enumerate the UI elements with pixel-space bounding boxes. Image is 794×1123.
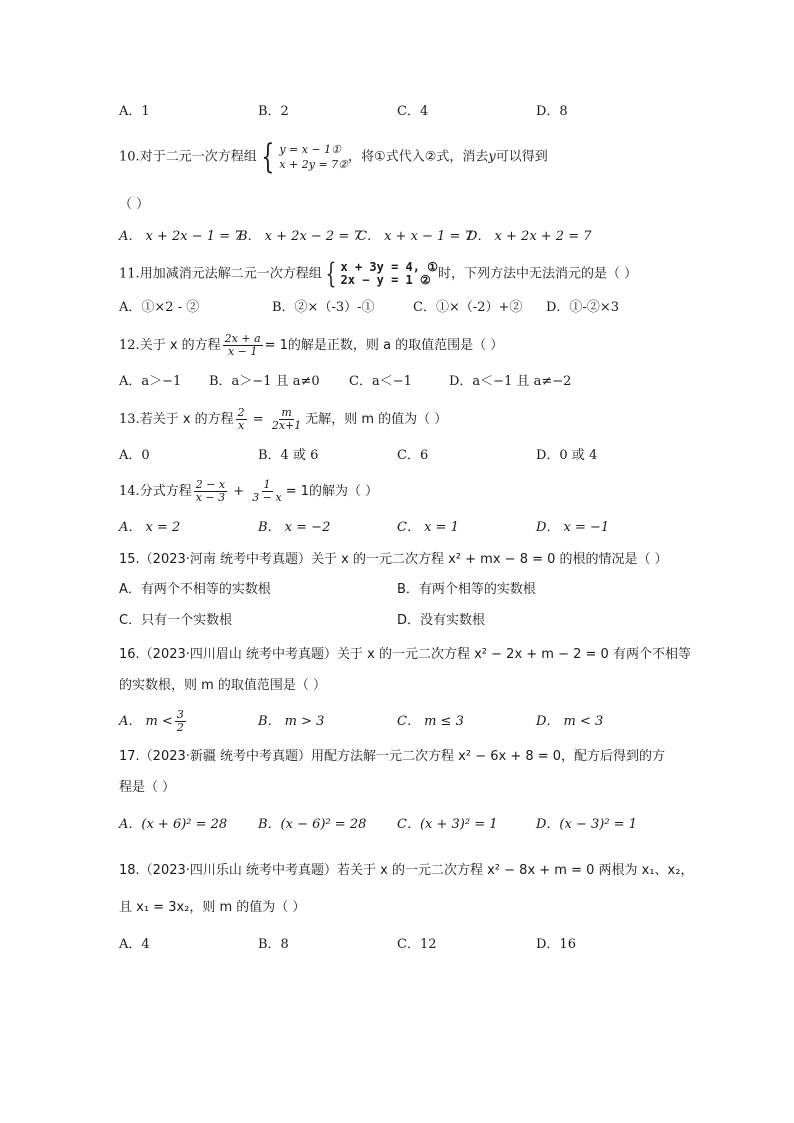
- question-number: 12.: [119, 338, 140, 353]
- question-number: 13.: [119, 412, 140, 427]
- question-12: [119, 328, 503, 364]
- option-b: B． x + 2x − 2 = 7: [238, 229, 362, 244]
- option-c: C． x = 1: [397, 520, 459, 535]
- question-number: 10.: [119, 149, 140, 165]
- answer-paren: （ ）: [119, 197, 150, 212]
- numerator: 1: [263, 478, 271, 491]
- option-a: A．0: [119, 448, 150, 463]
- question-18-line-1: 18.（2023·四川乐山 统考中考真题）若关于 x 的一元二次方程 x² − 8x + m = 0 两根为 x₁、x₂，: [119, 863, 694, 878]
- option-b: B．4 或 6: [258, 448, 319, 463]
- question-11: [119, 257, 638, 290]
- option-b: B．a＞−1 且 a≠0: [209, 374, 320, 389]
- fraction: [250, 479, 283, 504]
- question-text: = 1的解为（ ）: [285, 484, 379, 499]
- question-10: [119, 137, 548, 177]
- option-d: D． x = −1: [536, 520, 610, 535]
- option-d: D．16: [536, 937, 576, 952]
- option-c: C．4: [397, 104, 429, 119]
- option-d: D． x + 2x + 2 = 7: [467, 229, 592, 244]
- option-a: A．有两个不相等的实数根: [119, 582, 271, 597]
- option-b: B． m > 3: [258, 714, 325, 729]
- option-b: B．②×（-3）-①: [272, 300, 375, 315]
- equation-2: 2x − y = 1 ②: [340, 273, 431, 287]
- equation-system: { x + 3y = 4, ① 2x − y = 1 ②: [325, 257, 438, 290]
- question-text: 若关于 x 的方程: [139, 412, 234, 427]
- question-text: 关于 x 的方程: [139, 338, 221, 353]
- denominator: x: [238, 419, 245, 432]
- question-text: 用加减消元法解二元一次方程组: [139, 266, 322, 282]
- question-text: 无解，则 m 的值为（ ）: [305, 412, 448, 427]
- option-c: C．只有一个实数根: [119, 613, 233, 628]
- question-15: 15.（2023·河南 统考中考真题）关于 x 的一元二次方程 x² + mx − 8 = 0 的根的情况是（ ）: [119, 552, 668, 567]
- question-17-line-2: 程是（ ）: [119, 780, 176, 795]
- option-a: A． x = 2: [119, 520, 181, 535]
- option-a-text: A． m <: [119, 714, 173, 729]
- fraction: [223, 333, 263, 358]
- option-a: [119, 708, 188, 736]
- fraction: [194, 479, 227, 504]
- option-a: A．4: [119, 937, 150, 952]
- numerator: 2x + a: [224, 332, 261, 345]
- question-number: 11.: [119, 266, 140, 282]
- option-c: C． m ≤ 3: [397, 714, 464, 729]
- option-a: A．(x + 6)² = 28: [119, 817, 228, 832]
- option-c: C．a＜−1: [349, 374, 412, 389]
- question-text: 分式方程: [139, 484, 192, 499]
- question-text: 对于二元一次方程组: [139, 149, 257, 165]
- option-c: C． x + x − 1 = 7: [357, 229, 473, 244]
- denominator: x − 3: [195, 491, 226, 504]
- option-b: B．2: [258, 104, 289, 119]
- option-c: C．①×（-2）+②: [413, 300, 523, 315]
- question-17-line-1: 17.（2023·新疆 统考中考真题）用配方法解一元二次方程 x² − 6x + 8 = 0，配方后得到的方: [119, 749, 666, 764]
- option-b: B． x = −2: [258, 520, 331, 535]
- question-text: ，将①式代入②式，消去: [348, 149, 489, 165]
- option-c: C．12: [397, 937, 437, 952]
- option-d: D．8: [536, 104, 568, 119]
- option-b: B．8: [258, 937, 289, 952]
- equation-1: y = x − 1①: [279, 143, 342, 156]
- option-c: C．6: [397, 448, 429, 463]
- question-text: = 1的解是正数，则 a 的取值范围是（ ）: [264, 338, 504, 353]
- question-number: 14.: [119, 484, 140, 499]
- option-d: D．①-②×3: [546, 300, 619, 315]
- equation-1: x + 3y = 4, ①: [340, 260, 438, 274]
- option-d: D．(x − 3)² = 1: [536, 817, 637, 832]
- question-text: 可以得到: [495, 149, 548, 165]
- denominator: x − 1: [227, 345, 258, 358]
- option-d: D．0 或 4: [536, 448, 598, 463]
- denominator: 3 − x: [252, 491, 282, 504]
- numerator: 3: [176, 708, 184, 721]
- question-16-line-1: 16.（2023·四川眉山 统考中考真题）关于 x 的一元二次方程 x² − 2x + m − 2 = 0 有两个不相等: [119, 647, 691, 662]
- fraction: [270, 407, 303, 432]
- fraction: [236, 407, 247, 432]
- option-b: B．(x − 6)² = 28: [258, 817, 367, 832]
- option-a: A．1: [119, 104, 150, 119]
- question-text: 时，下列方法中无法消元的是（ ）: [437, 266, 638, 282]
- question-16-line-2: 的实数根，则 m 的取值范围是（ ）: [119, 678, 327, 693]
- equation-system: { y = x − 1① x + 2y = 7②: [261, 137, 349, 177]
- numerator: 2 − x: [195, 478, 226, 491]
- option-d: D．a＜−1 且 a≠−2: [449, 374, 572, 389]
- fraction: [175, 709, 186, 734]
- question-14: 14.分式方程 $\frac{2 - x}{x - 3}$ + $\frac{1}{3 - x}$ = 1的解为（ ）: [119, 478, 379, 504]
- equation-2: x + 2y = 7②: [279, 158, 349, 171]
- option-b: B．有两个相等的实数根: [397, 582, 536, 597]
- option-c: C．(x + 3)² = 1: [397, 817, 498, 832]
- option-a: A． x + 2x − 1 = 7: [119, 229, 243, 244]
- numerator: 2: [237, 406, 245, 419]
- question-18-line-2: 且 x₁ = 3x₂，则 m 的值为（ ）: [119, 900, 306, 915]
- option-d: D．没有实数根: [397, 613, 486, 628]
- denominator: 2x+1: [271, 419, 302, 432]
- option-a: A．①×2 - ②: [119, 300, 200, 315]
- denominator: 2: [176, 721, 184, 734]
- variable: y: [488, 149, 496, 165]
- option-a: A．a＞−1: [119, 374, 182, 389]
- option-d: D． m < 3: [536, 714, 604, 729]
- numerator: m: [281, 406, 292, 419]
- question-13: 13.若关于 x 的方程 $\frac{2}{x}$ = $\frac{m}{2x+1}$ 无解，则 m 的值为（ ）: [119, 406, 448, 432]
